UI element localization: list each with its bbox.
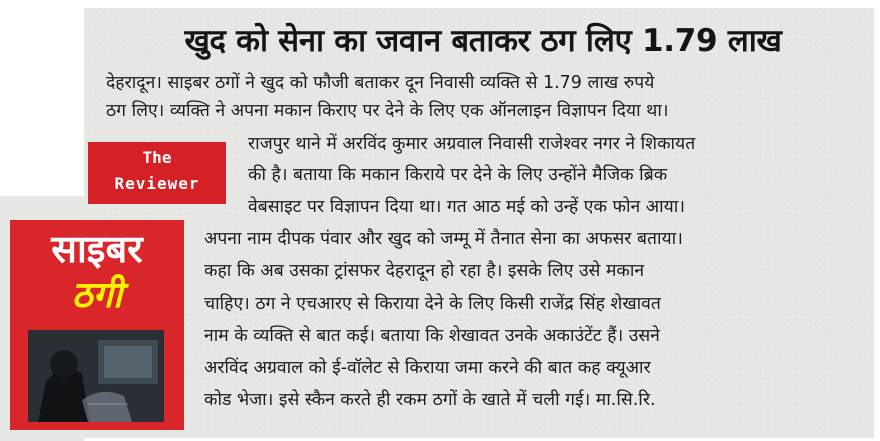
body-line: कहा कि अब उसका ट्रांसफर देहरादून हो रहा है। इसके लिए उसे मकान <box>204 261 645 281</box>
body-line: राजपुर थाने में अरविंद कुमार अग्रवाल निवासी राजेश्वर नगर ने शिकायत <box>248 134 696 154</box>
reviewer-badge <box>88 142 226 204</box>
body-line: चाहिए। ठग ने एचआरए से किराया देने के लिए किसी राजेंद्र सिंह शेखावत <box>204 294 661 314</box>
body-line: देहरादून। साइबर ठगों ने खुद को फौजी बताकर दून निवासी व्यक्ति से 1.79 लाख रुपये <box>106 73 655 93</box>
cyber-box-title: साइबर <box>51 227 143 271</box>
body-line: अरविंद अग्रवाल को ई-वॉलेट से किराया जमा करने की बात कह क्यूआर <box>204 358 651 378</box>
body-line: अपना नाम दीपक पंवार और खुद को जम्मू में तैनात सेना का अफसर बताया। <box>204 229 683 249</box>
hacker-photo <box>28 330 164 422</box>
body-line: वेबसाइट पर विज्ञापन दिया था। गत आठ मई को उन्हें एक फोन आया। <box>248 197 685 217</box>
body-line: ठग लिए। व्यक्ति ने अपना मकान किराए पर देने के लिए एक ऑनलाइन विज्ञापन दिया था। <box>106 101 669 121</box>
body-line: नाम के व्यक्ति से बात कई। बताया कि शेखावत उनके अकाउंटेंट हैं। उसने <box>204 326 660 346</box>
reviewer-badge-line2: Reviewer <box>114 174 200 193</box>
body-line: की है। बताया कि मकान किराये पर देने के लिए उन्होंने मैजिक ब्रिक <box>248 165 668 185</box>
reviewer-badge-line1: The <box>142 148 172 167</box>
cyber-box-subtitle: ठगी <box>71 275 123 316</box>
body-line: कोड भेजा। इसे स्कैन करते ही रकम ठगों के खाते में चली गई। मा.सि.रि. <box>204 390 656 410</box>
cyber-fraud-box <box>10 220 184 430</box>
article-headline: खुद को सेना का जवान बताकर ठग लिए 1.79 लाख <box>184 23 782 59</box>
hacker-illustration-icon <box>28 330 164 422</box>
